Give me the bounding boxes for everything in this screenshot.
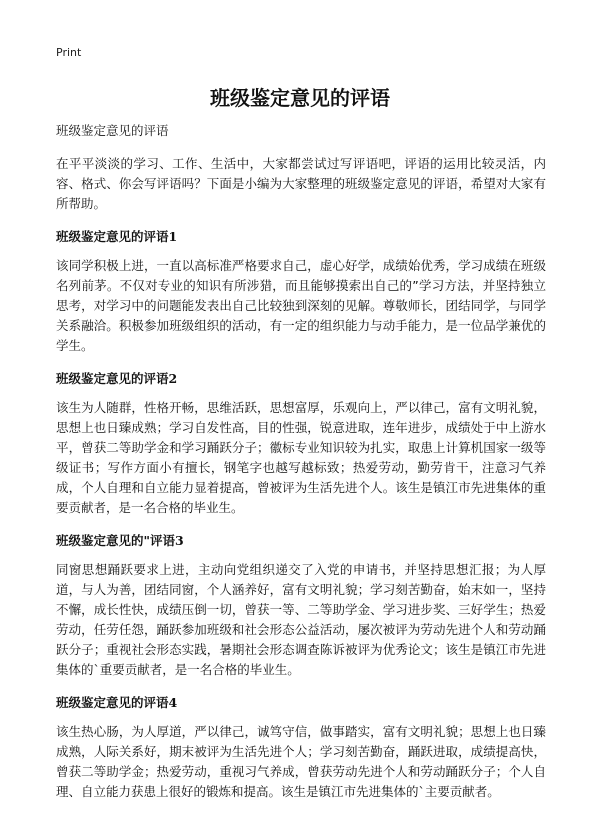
section-3	[56, 532, 546, 680]
section-paragraph: 该生为人随群，性格开畅，思维活跃，思想富厚，乐观向上，严以律己，富有文明礼貌，思想上也日臻成熟；学习自发性高，目的性强，锐意进取，连年进步，成绩处于中上游水平，曾获二等助学金和学习踊跃分子；徽标专业知识较为扎实，取患上计算机国家一级等级证书；写作方面小有擅长，钢笔字也越写越标致；热爱劳动，勤劳肯干，注意习气养成，个人自理和自立能力显着提高，曾被评为生活先进个人。该生是镇江市先进集体的重要贡献者，是一名合格的毕业生。	[56, 400, 546, 515]
section-2	[56, 370, 546, 518]
section-heading: 班级鉴定意见的评语2	[56, 371, 178, 386]
section-paragraph: 该同学积极上进，一直以高标准严格要求自己，虚心好学，成绩始优秀，学习成绩在班级名列前茅。不仅对专业的知识有所涉猎，而且能够摸索出自己的”学习方法，并坚持独立思考，对学习中的问题能发表出自己比较独到深刻的见解。尊敬师长，团结同学，与同学关系融洽。积极参加班级组织的活动，有一定的组织能力与动手能力，是一位品学兼优的学生。	[56, 258, 546, 353]
section-paragraph: 该生热心肠，为人厚道，严以律己，诚笃守信，做事踏实，富有文明礼貌；思想上也日臻成熟，人际关系好，期末被评为生活先进个人；学习刻苦勤奋，踊跃进取，成绩提高快，曾获二等助学金；热爱劳动，重视习气养成，曾获劳动先进个人和劳动踊跃分子；个人自理、自立能力获患上很好的锻炼和提高。该生是镇江市先进集体的`主要贡献者。	[56, 724, 546, 799]
section-4	[56, 694, 546, 802]
article-body	[56, 122, 546, 816]
section-heading: 班级鉴定意见的"评语3	[56, 533, 184, 548]
intro-paragraph: 在平平淡淡的学习、工作、生活中，大家都尝试过写评语吧，评语的运用比较灵活，内容、格式、你会写评语吗？下面是小编为大家整理的班级鉴定意见的评语，希望对大家有所帮助。	[56, 156, 546, 211]
print-link[interactable]: Print	[56, 46, 82, 59]
section-1	[56, 228, 546, 356]
section-paragraph: 同窗思想踊跃要求上进，主动向党组织递交了入党的申请书，并坚持思想汇报；为人厚道，与人为善，团结同窗，个人涵养好，富有文明礼貌；学习刻苦勤奋，始末如一，坚持不懈，成长性快，成绩压倒一切，曾获一等、二等助学金、学习进步奖、三好学生；热爱劳动，任劳任怨，踊跃参加班级和社会形态公益活动，屡次被评为劳动先进个人和劳动踊跃分子；重视社会形态实践，暑期社会形态调查陈诉被评为优秀论文；该生是镇江市先进集体的`重要贡献者，是一名合格的毕业生。	[56, 562, 546, 677]
article-subtitle: 班级鉴定意见的评语	[56, 123, 169, 138]
section-heading: 班级鉴定意见的评语4	[56, 695, 178, 710]
page-title: 班级鉴定意见的评语	[210, 86, 390, 110]
section-heading: 班级鉴定意见的评语1	[56, 229, 178, 244]
